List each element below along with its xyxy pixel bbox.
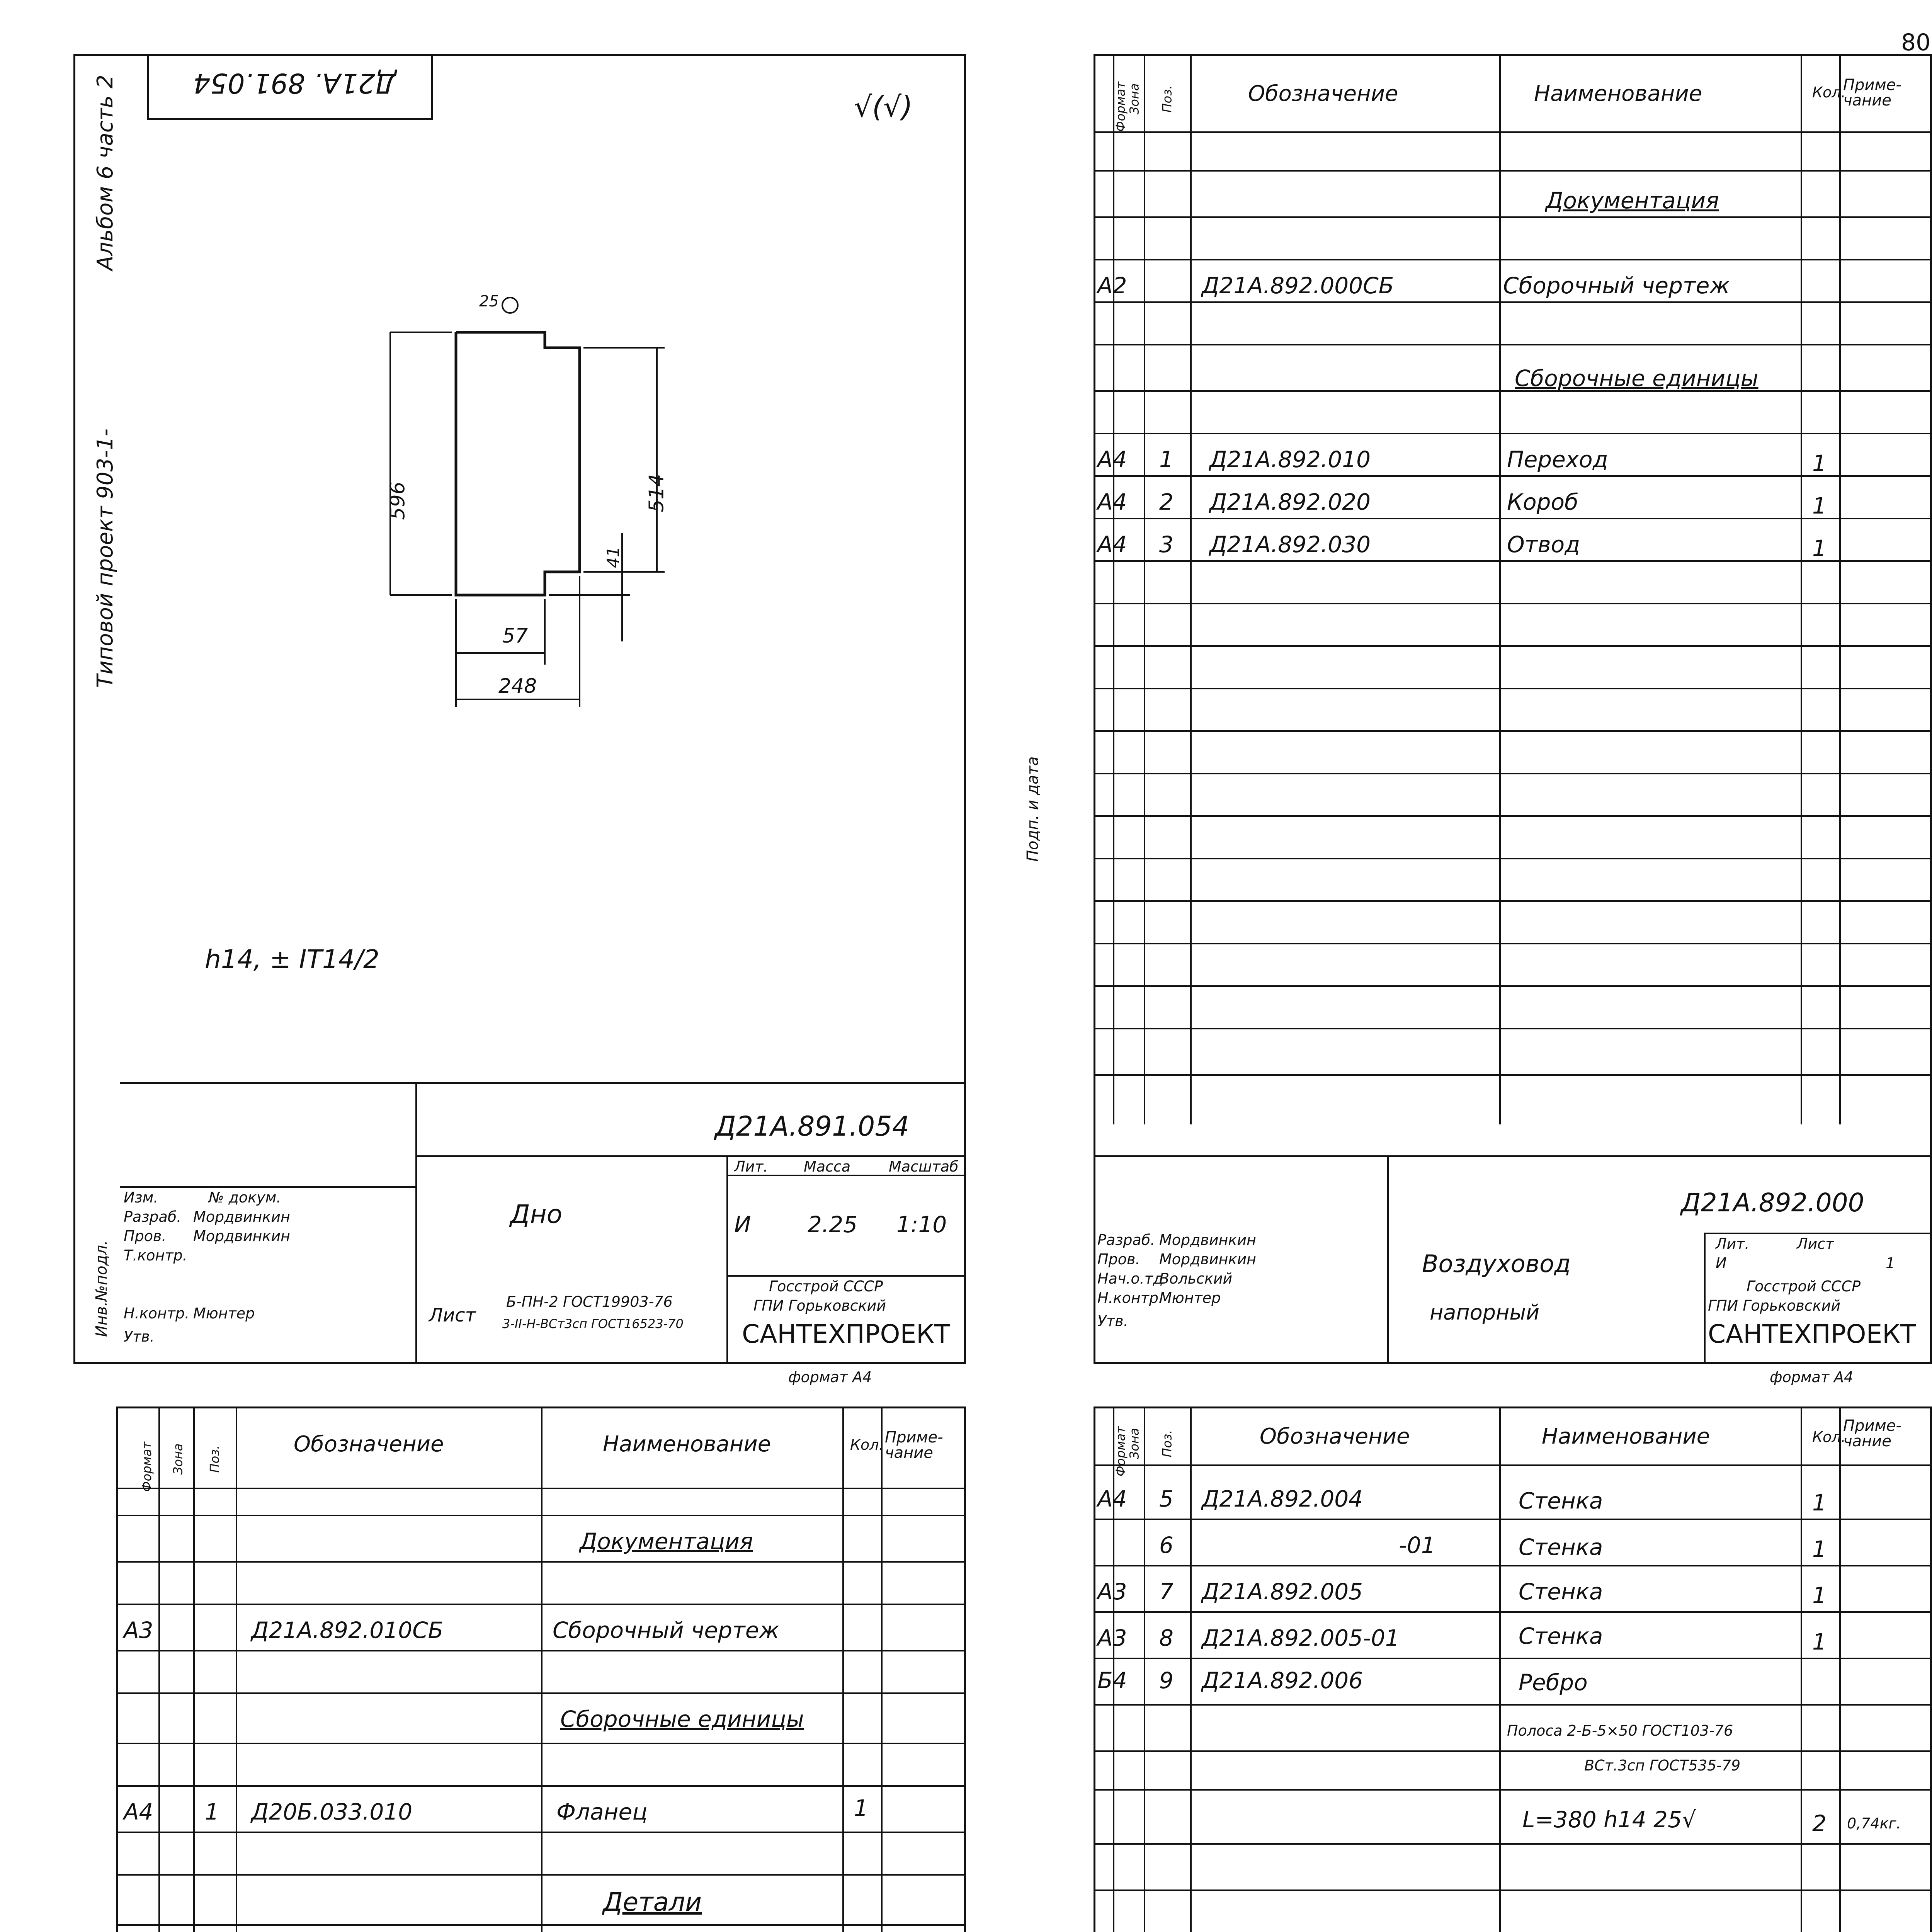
spec4-row-des: Д21А.892.004 bbox=[1202, 1486, 1363, 1512]
spec3-row-name: Сборочный чертеж bbox=[553, 1617, 779, 1643]
dim-25: 25 bbox=[479, 293, 499, 310]
spec2-row-des: Д21А.892.000СБ bbox=[1202, 272, 1394, 299]
dim-41: 41 bbox=[604, 546, 623, 568]
s2-role-2: Нач.о.тд bbox=[1097, 1270, 1163, 1287]
spec3-head-pos: Поз. bbox=[207, 1445, 222, 1473]
spec4-row-fmt: Б4 bbox=[1097, 1667, 1127, 1694]
spec4-row-fmt: А3 bbox=[1097, 1578, 1127, 1605]
spec2-row-name: Переход bbox=[1507, 446, 1608, 473]
spec4-row-note: 0,74кг. bbox=[1847, 1815, 1901, 1832]
dim-596: 596 bbox=[386, 481, 410, 520]
mass-label: Масса bbox=[804, 1158, 851, 1175]
col-izm: Изм. bbox=[124, 1189, 158, 1206]
spec4-row-des: -01 bbox=[1399, 1532, 1435, 1558]
spec2-row-des: Д21А.892.010 bbox=[1209, 446, 1371, 473]
s2-role-1-name: Мордвинкин bbox=[1159, 1251, 1256, 1268]
spec4-row-fmt: А4 bbox=[1097, 1486, 1127, 1512]
spec4-head-qty: Кол. bbox=[1812, 1429, 1846, 1446]
spec2-row-qty: 1 bbox=[1812, 450, 1827, 476]
spec2-row-name: Сборочный чертеж bbox=[1503, 272, 1730, 299]
role-0-name: Мордвинкин bbox=[193, 1208, 290, 1225]
material-c: 3-II-Н-ВСт3сп ГОСТ16523-70 bbox=[502, 1316, 684, 1331]
role-1: Пров. bbox=[124, 1228, 167, 1245]
col-doc: № докум. bbox=[209, 1189, 281, 1206]
s2-role-3-name: Мюнтер bbox=[1159, 1289, 1221, 1306]
scale-label: Масштаб bbox=[889, 1158, 959, 1175]
spec4-row-steel: ВСт.3сп ГОСТ535-79 bbox=[1584, 1757, 1741, 1774]
spec2-row-name: Короб bbox=[1507, 489, 1578, 515]
sheet-1-designation: Д21А.891.054 bbox=[715, 1111, 910, 1142]
s2-sheets: 1 bbox=[1886, 1255, 1895, 1272]
spec3-head-zone: Зона bbox=[170, 1443, 185, 1475]
spec4-head-des: Обозначение bbox=[1260, 1424, 1410, 1449]
s2-role-0-name: Мордвинкин bbox=[1159, 1231, 1256, 1248]
role-5: Утв. bbox=[124, 1328, 155, 1345]
spec2-row-section: Сборочные единицы bbox=[1515, 365, 1759, 391]
role-2: Т.контр. bbox=[124, 1247, 187, 1264]
s2-lit-label: Лит. bbox=[1716, 1235, 1750, 1252]
spec3-row-fmt: А3 bbox=[124, 1617, 153, 1643]
spec3-row-des: Д21А.892.010СБ bbox=[251, 1617, 444, 1643]
spec4-head-fmt: Формат bbox=[1113, 1426, 1128, 1476]
spec2-row-fmt: А4 bbox=[1097, 531, 1127, 558]
s2-role-3: Н.контр. bbox=[1097, 1289, 1163, 1306]
spec4-row-name: Стенка bbox=[1519, 1578, 1603, 1605]
side-label-1: Инв.№подл. bbox=[93, 1240, 111, 1337]
s2-org-2: ГПИ Горьковский bbox=[1708, 1297, 1841, 1314]
sheet-2-frame bbox=[1094, 54, 1932, 1364]
spec4-row-length: L=380 h14 25√ bbox=[1522, 1806, 1696, 1833]
spec2-head-fmt: Формат bbox=[1113, 82, 1128, 132]
spec2-row-name: Отвод bbox=[1507, 531, 1580, 558]
spec4-row-qty: 1 bbox=[1812, 1582, 1827, 1609]
spec4-row-des: Д21А.892.006 bbox=[1202, 1667, 1363, 1694]
spec2-row-pos: 2 bbox=[1159, 489, 1173, 515]
spec4-row-des: Д21А.892.005-01 bbox=[1202, 1625, 1400, 1651]
spec4-head-pos: Поз. bbox=[1160, 1430, 1175, 1458]
spec4-row-pos: 7 bbox=[1159, 1578, 1173, 1605]
spec2-head-note: Приме-чание bbox=[1843, 76, 1901, 109]
spec4-row-material: Полоса 2-Б-5×50 ГОСТ103-76 bbox=[1507, 1722, 1733, 1739]
spec4-row-qty: 2 bbox=[1812, 1810, 1827, 1837]
role-4: Н.контр. bbox=[124, 1305, 190, 1322]
format-label-1: формат А4 bbox=[788, 1369, 872, 1386]
sheet-1-name: Дно bbox=[510, 1199, 563, 1229]
spec2-row-pos: 1 bbox=[1159, 446, 1173, 473]
spec4-row-qty: 1 bbox=[1812, 1629, 1827, 1655]
org-3: САНТЕХПРОЕКТ bbox=[742, 1319, 950, 1349]
lit-label: Лит. bbox=[734, 1158, 768, 1175]
s2-role-1: Пров. bbox=[1097, 1251, 1140, 1268]
spec3-head-note: Приме-чание bbox=[885, 1429, 943, 1462]
s2-sheet-label: Лист bbox=[1797, 1235, 1834, 1252]
spec4-row-name: Ребро bbox=[1519, 1669, 1588, 1696]
lit-value: И bbox=[734, 1211, 751, 1238]
spec2-row-pos: 3 bbox=[1159, 531, 1173, 558]
spec2-head-pos: Поз. bbox=[1160, 85, 1175, 113]
spec2-row-des: Д21А.892.030 bbox=[1209, 531, 1371, 558]
spec4-row-pos: 8 bbox=[1159, 1625, 1173, 1651]
org-2: ГПИ Горьковский bbox=[753, 1297, 886, 1314]
spec2-row-fmt: А2 bbox=[1097, 272, 1127, 299]
spec4-row-pos: 6 bbox=[1159, 1532, 1173, 1558]
spec3-row-des: Д20Б.033.010 bbox=[251, 1799, 413, 1825]
role-0: Разраб. bbox=[124, 1208, 182, 1225]
spec4-row-pos: 5 bbox=[1159, 1486, 1173, 1512]
spec2-head-name: Наименование bbox=[1534, 81, 1702, 106]
sheet-2-name-2: напорный bbox=[1430, 1300, 1540, 1325]
scale-value: 1:10 bbox=[896, 1211, 947, 1238]
spec4-head-note: Приме-чание bbox=[1843, 1417, 1901, 1450]
spec3-row-name: Фланец bbox=[556, 1799, 648, 1825]
spec2-row-fmt: А4 bbox=[1097, 446, 1127, 473]
tolerance-note: h14, ± IT14/2 bbox=[205, 944, 380, 974]
album-label: Альбом 6 часть 2 bbox=[93, 75, 118, 270]
spec4-row-pos: 9 bbox=[1159, 1667, 1173, 1694]
spec2-head-zone: Зона bbox=[1127, 83, 1142, 115]
format-label-2: формат А4 bbox=[1770, 1369, 1854, 1386]
spec4-row-name: Стенка bbox=[1519, 1488, 1603, 1514]
spec4-row-qty: 1 bbox=[1812, 1490, 1827, 1516]
project-label: Типовой проект 903-1- bbox=[93, 429, 118, 688]
page-number: 80 bbox=[1901, 29, 1931, 56]
spec4-row-name: Стенка bbox=[1519, 1534, 1603, 1560]
spec3-head-name: Наименование bbox=[603, 1432, 771, 1457]
spec2-row-qty: 1 bbox=[1812, 493, 1827, 519]
spec3-row-section: Детали bbox=[603, 1887, 702, 1917]
spec2-row-qty: 1 bbox=[1812, 535, 1827, 561]
dim-57: 57 bbox=[502, 624, 528, 648]
sheet-2-name-1: Воздуховод bbox=[1422, 1250, 1571, 1278]
spec4-row-fmt: А3 bbox=[1097, 1625, 1127, 1651]
mass-value: 2.25 bbox=[808, 1211, 858, 1238]
spec3-head-fmt: Формат bbox=[139, 1442, 154, 1492]
spec4-head-zone: Зона bbox=[1127, 1428, 1142, 1459]
spec3-row-fmt: А4 bbox=[124, 1799, 153, 1825]
role-4-name: Мюнтер bbox=[193, 1305, 255, 1322]
sheet-2-designation: Д21А.892.000 bbox=[1681, 1188, 1864, 1218]
s2-org-3: САНТЕХПРОЕКТ bbox=[1708, 1319, 1916, 1349]
spec3-head-qty: Кол. bbox=[850, 1436, 884, 1453]
dim-248: 248 bbox=[498, 675, 537, 698]
s2-role-0: Разраб. bbox=[1097, 1231, 1155, 1248]
s2-lit: И bbox=[1716, 1255, 1727, 1272]
spec2-head-qty: Кол. bbox=[1812, 84, 1846, 101]
spec3-head-des: Обозначение bbox=[294, 1432, 444, 1457]
spec3-row-pos: 1 bbox=[205, 1799, 219, 1825]
material-b: Б-ПН-2 ГОСТ19903-76 bbox=[506, 1293, 673, 1310]
s2-org-1: Госстрой СССР bbox=[1747, 1278, 1861, 1295]
role-1-name: Мордвинкин bbox=[193, 1228, 290, 1245]
spec2-row-section: Документация bbox=[1546, 187, 1719, 214]
s2-role-4: Утв. bbox=[1097, 1313, 1128, 1330]
org-1: Госстрой СССР bbox=[769, 1278, 883, 1295]
spec2-head-des: Обозначение bbox=[1248, 81, 1398, 106]
s2-role-2-name: Вольский bbox=[1159, 1270, 1233, 1287]
side-label-2: Подп. и дата bbox=[1024, 756, 1042, 862]
roughness-mark: √(√) bbox=[854, 90, 913, 124]
spec4-head-name: Наименование bbox=[1542, 1424, 1710, 1449]
spec4-row-qty: 1 bbox=[1812, 1536, 1827, 1562]
dim-514: 514 bbox=[645, 474, 668, 512]
material-a: Лист bbox=[429, 1304, 476, 1326]
stamp-code: Д21А. 891.054 bbox=[193, 67, 396, 99]
spec2-row-des: Д21А.892.020 bbox=[1209, 489, 1371, 515]
spec4-row-des: Д21А.892.005 bbox=[1202, 1578, 1363, 1605]
spec2-row-fmt: А4 bbox=[1097, 489, 1127, 515]
spec3-row-section: Сборочные единицы bbox=[560, 1706, 804, 1732]
spec3-row-section: Документация bbox=[580, 1528, 753, 1554]
spec3-row-qty: 1 bbox=[854, 1795, 868, 1821]
spec4-row-name: Стенка bbox=[1519, 1623, 1603, 1649]
